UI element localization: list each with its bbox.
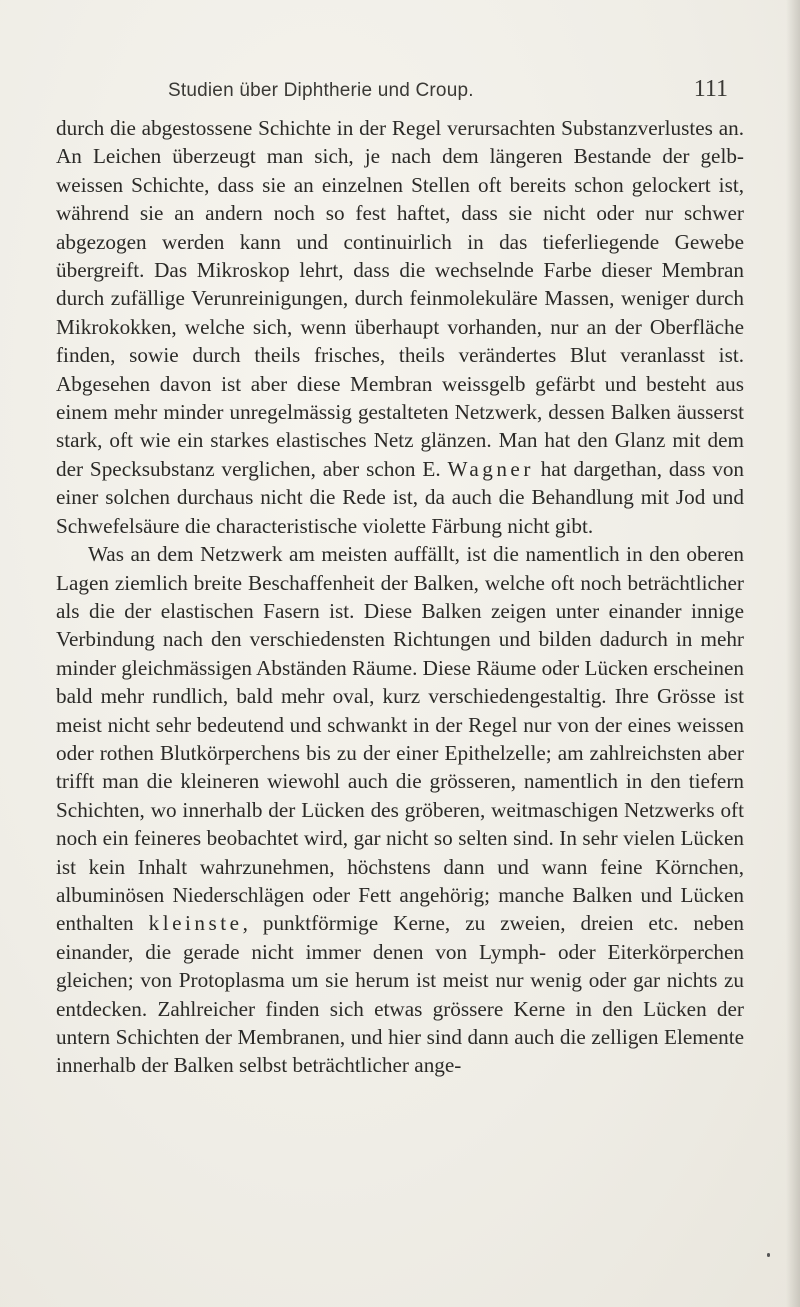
margin-speck: [767, 1253, 770, 1257]
body-text: [56, 114, 744, 1080]
page-header: [168, 76, 728, 110]
running-title: Studien über Diphtherie und Croup.: [168, 80, 474, 101]
paragraph-2-text-b: , punktförmige Kerne, zu zweien, dreien etc. neben einander, die gerade nicht immer denen von Lymph- oder Eiterkörperchen gleichen; von Protoplasma um sie herum ist meist nur wenig oder gar nichts zu entdecken. Zahlreicher finden sich etwas grössere Kerne in den Lücken der untern Schichten der Membranen, und hier sind dann auch die zelligen Elemente innerhalb der Balken selbst beträchtlicher ange-: [56, 911, 744, 1078]
author-name-wagner: Wagner: [447, 456, 534, 481]
paragraph-1-text-b: hat dargethan, dass von einer solchen durchaus nicht die Rede ist, da auch die Behandlung mit Jod und Schwefelsäure die characteristische violette Färbung nicht gibt.: [56, 456, 745, 538]
page-number: 111: [693, 76, 728, 102]
paragraph-1: [56, 114, 744, 540]
paragraph-2: [56, 540, 744, 1080]
paragraph-1-text-a: durch die abgestossene Schichte in der Regel verursachten Substanzverlustes an. An Leichen überzeugt man sich, je nach dem längeren Bestande der gelb-weissen Schichte, dass sie an einzelnen Stellen oft bereits schon gelockert ist, während sie an andern noch so fest haftet, dass sie nicht oder nur schwer abgezogen werden kann und continuirlich in das tieferliegende Gewebe übergreift. Das Mikroskop lehrt, dass die wechselnde Farbe dieser Membran durch zufällige Verunreinigungen, durch feinmolekuläre Massen, weniger durch Mikrokokken, welche sich, wenn überhaupt vorhanden, nur an der Oberfläche finden, sowie durch theils frisches, theils verändertes Blut veranlasst ist. Abgesehen davon ist aber diese Membran weissgelb gefärbt und besteht aus einem mehr minder unregelmässig gestalteten Netzwerk, dessen Balken äusserst stark, oft wie ein starkes elastisches Netz glänzen. Man hat den Glanz mit dem der Specksubstanz verglichen, aber schon E.: [56, 116, 744, 481]
emphasis-kleinste: kleinste: [148, 911, 243, 936]
paragraph-2-text-a: Was an dem Netzwerk am meisten auffällt, ist die namentlich in den oberen Lagen ziemlich breite Beschaffenheit der Balken, welche oft noch beträchtlicher als die der elastischen Fasern ist. Diese Balken zeigen unter einander innige Verbindung nach den verschiedensten Richtungen und bilden dadurch in mehr minder gleichmässigen Abständen Räume. Diese Räume oder Lücken erscheinen bald mehr rundlich, bald mehr oval, kurz verschiedengestaltig. Ihre Grösse ist meist nicht sehr bedeutend und schwankt in der Regel nur von der eines weissen oder rothen Blutkörperchens bis zu der einer Epithelzelle; am zahlreichsten aber trifft man die kleineren wiewohl auch die grösseren, namentlich in den tiefern Schichten, wo innerhalb der Lücken des gröberen, weitmaschigen Netzwerks oft noch ein feineres beobachtet wird, gar nicht so selten sind. In sehr vielen Lücken ist kein Inhalt wahrzunehmen, höchstens dann und wann feine Körnchen, albuminösen Niederschlägen oder Fett angehörig; manche Balken und Lücken enthalten: [56, 542, 744, 936]
page-edge-shadow: [786, 0, 800, 1307]
